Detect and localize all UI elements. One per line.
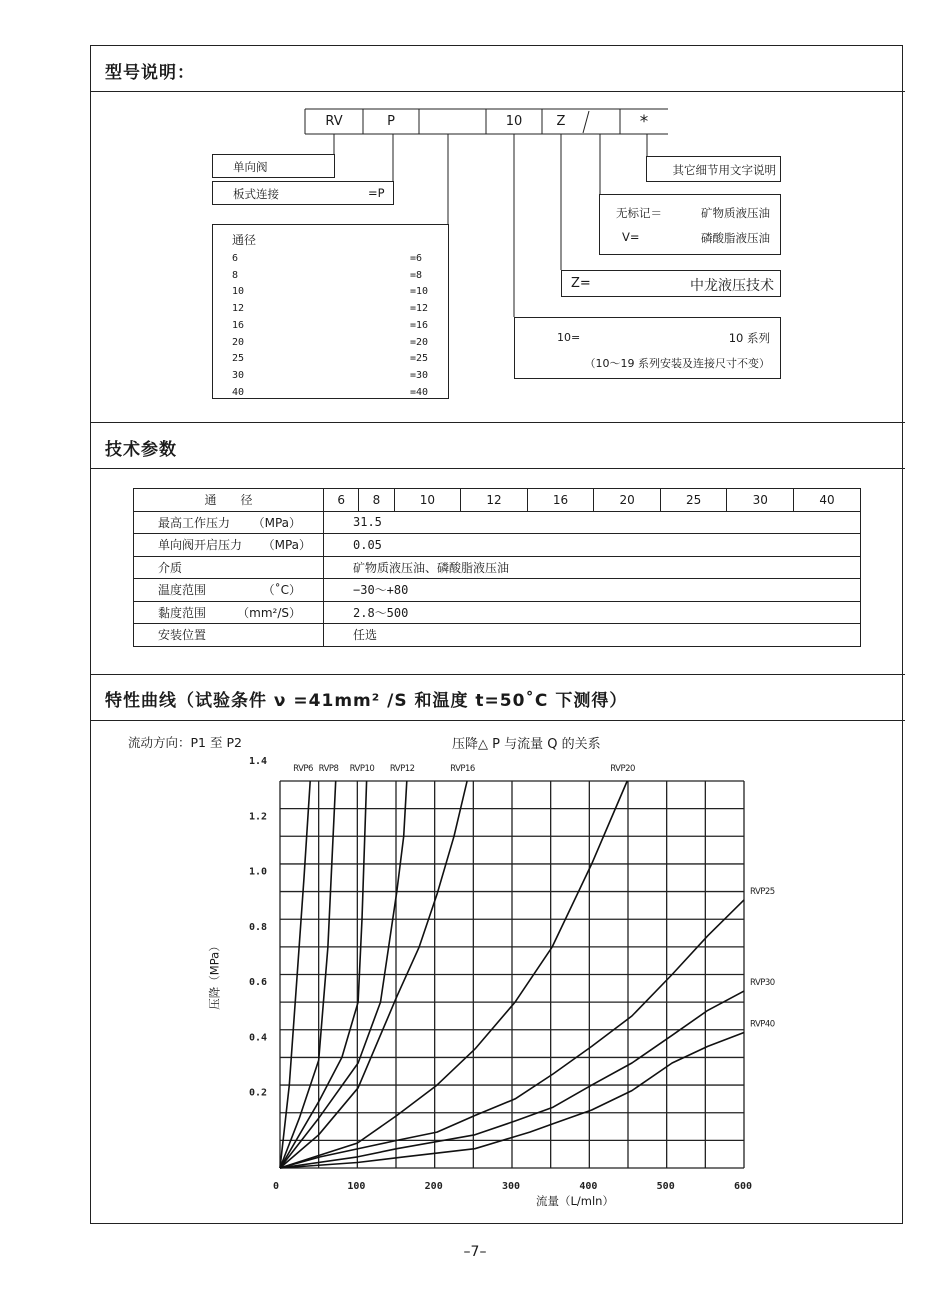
row-label-text: 安装位置 (158, 628, 207, 643)
spec-table (133, 488, 861, 647)
table-row (134, 579, 861, 602)
series-label: RVP6 (293, 764, 313, 774)
header-size: 8 (359, 489, 394, 512)
size-code: =30 (410, 369, 429, 381)
size-code-list (410, 251, 428, 401)
header-size: 30 (727, 489, 794, 512)
size-box (212, 224, 449, 399)
seal-box (599, 194, 781, 255)
code-cell-maker: Z (556, 114, 566, 129)
seal-code: 无标记＝ (616, 206, 662, 220)
table-row (134, 511, 861, 534)
code-cell-p: P (387, 114, 395, 129)
table-row (134, 534, 861, 557)
row-label (134, 556, 324, 579)
y-tick-label: 0.8 (249, 921, 268, 933)
x-tick-label: 400 (579, 1181, 598, 1192)
row-unit: （˚C） (262, 583, 301, 598)
y-tick-label: 1.4 (249, 756, 268, 767)
type-box (212, 154, 335, 178)
size-item: 12 (232, 303, 245, 315)
header-size: 40 (794, 489, 861, 512)
header-size: 10 (394, 489, 461, 512)
size-item: 16 (232, 319, 245, 331)
y-tick-label: 0.2 (249, 1087, 268, 1099)
size-item: 25 (232, 353, 245, 365)
row-value: −30～+80 (324, 579, 861, 602)
code-cell-other: * (639, 111, 649, 132)
x-tick-label: 600 (734, 1181, 753, 1192)
row-label-text: 最高工作压力 (158, 515, 231, 530)
divider (90, 468, 905, 469)
table-header-row (134, 489, 861, 512)
series-box (514, 317, 781, 379)
x-axis-label: 流量（L/mln） (536, 1194, 614, 1208)
y-axis-label: 压降（MPa） (208, 940, 223, 1010)
seal-code: V= (622, 230, 640, 244)
y-tick-label: 0.4 (249, 1032, 268, 1044)
row-unit: （MPa） (252, 515, 301, 530)
header-size: 16 (527, 489, 594, 512)
maker-desc: 中龙液压技术 (690, 278, 774, 294)
series-label: RVP12 (389, 764, 415, 774)
series-code: 10= (557, 331, 581, 344)
row-value: 矿物质液压油、磷酸脂液压油 (324, 556, 861, 579)
series-label: RVP20 (610, 764, 635, 774)
y-tick-label: 0.6 (249, 977, 268, 989)
row-value: 31.5 (324, 511, 861, 534)
size-code: =10 (410, 286, 429, 298)
x-tick-label: 300 (502, 1181, 521, 1192)
connection-box (212, 181, 394, 205)
size-code: =40 (410, 386, 429, 398)
row-label-text: 单向阀开启压力 (158, 538, 243, 553)
code-cell-series: 10 (505, 114, 523, 129)
code-cell-size (419, 109, 486, 134)
series-label: RVP16 (450, 764, 475, 774)
row-label-text: 介质 (158, 560, 183, 575)
section-title-curve: 特性曲线（试验条件 ν =41mm² /S 和温度 t=50˚C 下测得） (105, 691, 628, 711)
size-code: =20 (410, 336, 429, 348)
seal-desc: 矿物质液压油 (701, 206, 770, 220)
x-tick-label: 0 (273, 1181, 280, 1192)
size-item: 30 (232, 369, 245, 381)
x-tick-label: 200 (424, 1181, 443, 1192)
row-label-text: 黏度范围 (158, 605, 207, 620)
header-size: 20 (594, 489, 661, 512)
series-note: （10～19 系列安装及连接尺寸不变） (584, 357, 770, 370)
size-code: =12 (410, 303, 429, 315)
section-title-tech: 技术参数 (105, 440, 177, 460)
flow-direction: 流动方向：P1 至 P2 (128, 735, 242, 750)
series-label: RVP30 (750, 978, 775, 989)
model-code-connectors (0, 0, 950, 430)
divider (90, 674, 905, 675)
series-label: RVP25 (750, 886, 775, 897)
connection-label: 板式连接 (233, 187, 279, 201)
row-label (134, 601, 324, 624)
row-unit: （MPa） (262, 538, 311, 553)
y-tick-label: 1.2 (249, 811, 268, 823)
other-box (646, 156, 781, 182)
header-size: 6 (324, 489, 359, 512)
maker-code: Z= (571, 276, 591, 291)
row-label (134, 511, 324, 534)
size-item: 40 (232, 386, 245, 398)
series-label: RVP8 (318, 764, 339, 774)
row-label (134, 534, 324, 557)
code-cell-rv: RV (325, 114, 343, 129)
section-title-model: 型号说明： (105, 63, 195, 83)
header-size: 12 (461, 489, 528, 512)
size-code: =6 (410, 253, 423, 264)
maker-box (561, 270, 781, 297)
x-tick-label: 500 (656, 1181, 675, 1192)
x-tick-label: 100 (347, 1181, 366, 1192)
series-label: RVP10 (349, 764, 375, 774)
series-desc: 10 系列 (728, 331, 770, 345)
table-row (134, 624, 861, 647)
connection-value: =P (368, 186, 385, 200)
size-item: 20 (232, 336, 245, 348)
size-code: =25 (410, 353, 429, 365)
type-label: 单向阀 (233, 160, 268, 174)
size-title: 通径 (232, 233, 257, 247)
row-value: 2.8～500 (324, 601, 861, 624)
seal-desc: 磷酸脂液压油 (701, 231, 770, 245)
row-value: 0.05 (324, 534, 861, 557)
table-row (134, 601, 861, 624)
size-code: =8 (410, 269, 423, 281)
row-unit: （mm²/S） (237, 605, 301, 620)
header-size-label: 通 径 (134, 489, 324, 512)
y-axis-label-wrap (190, 935, 240, 1015)
table-row (134, 556, 861, 579)
chart-title: 压降△ P 与流量 Q 的关系 (452, 737, 601, 752)
size-list (232, 251, 244, 401)
y-tick-label: 1.0 (249, 866, 268, 878)
row-label (134, 624, 324, 647)
series-label: RVP40 (750, 1019, 775, 1030)
page-number: –7– (463, 1244, 487, 1260)
other-label: 其它细节用文字说明 (672, 163, 776, 177)
row-label (134, 579, 324, 602)
size-item: 6 (232, 253, 239, 264)
row-label-text: 温度范围 (158, 583, 207, 598)
row-value: 任选 (324, 624, 861, 647)
divider (90, 720, 905, 721)
header-size: 25 (660, 489, 727, 512)
size-item: 8 (232, 269, 239, 281)
size-item: 10 (232, 286, 245, 298)
size-code: =16 (410, 319, 429, 331)
